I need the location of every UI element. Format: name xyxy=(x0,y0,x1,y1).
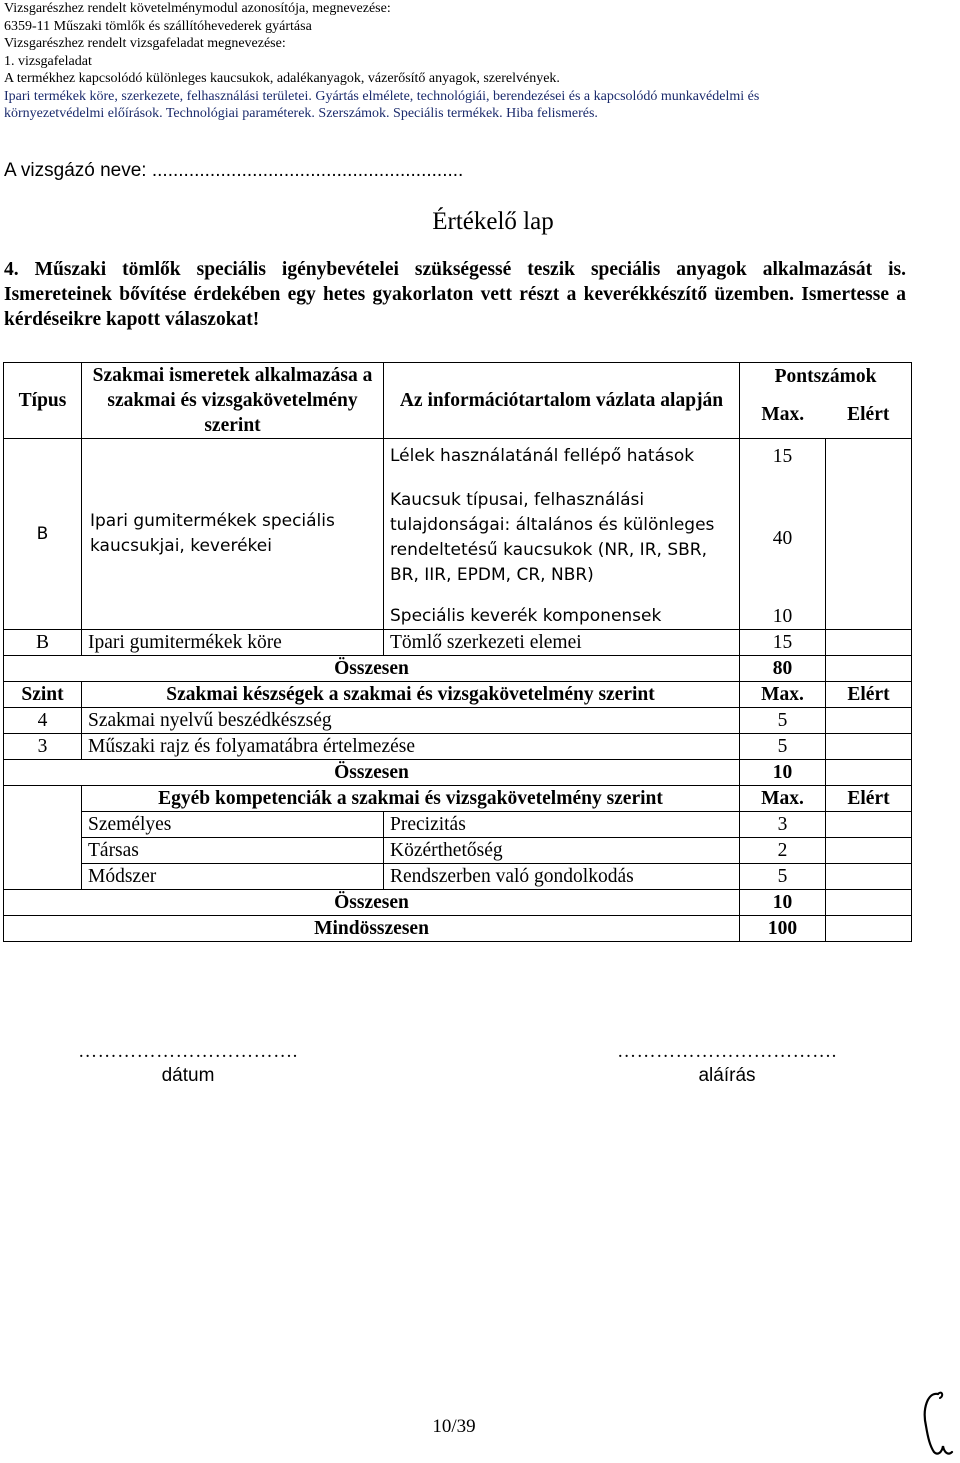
comp-elert xyxy=(826,838,912,864)
comp-max: 2 xyxy=(740,838,826,864)
signature-block xyxy=(597,1040,857,1088)
sum2-label: Összesen xyxy=(4,760,740,786)
date-dots: ……………………………. xyxy=(78,1041,298,1062)
item-elert xyxy=(826,439,912,630)
comp-empty xyxy=(4,864,82,890)
header-pontszamok: Pontszámok xyxy=(740,363,912,391)
skills-head-elert: Elért xyxy=(826,682,912,708)
header-line: Ipari termékek köre, szerkezete, felhasználási területei. Gyártás elmélete, technológiái, berendezései és a kapcsolódó munkavédelmi és xyxy=(4,88,760,104)
header-tipus: Típus xyxy=(4,363,82,439)
comp-category: Társas xyxy=(82,838,384,864)
handwritten-signature xyxy=(916,1386,960,1458)
row2-elert xyxy=(826,630,912,656)
skill-max: 5 xyxy=(740,734,826,760)
sheet-title xyxy=(0,208,910,236)
comp-text: Rendszerben való gondolkodás xyxy=(384,864,740,890)
item-max: 15 xyxy=(740,439,826,474)
skill-level: 3 xyxy=(4,734,82,760)
header-szakmai: Szakmai ismeretek alkalmazása a szakmai és vizsgakövetelmény szerint xyxy=(82,363,384,439)
header-line: környezetvédelmi előírások. Technológiai paraméterek. Szerszámok. Speciális termékek. Hiba felismerés. xyxy=(4,106,598,121)
total-label: Mindösszesen xyxy=(4,916,740,942)
item-max: 40 xyxy=(740,473,826,603)
item-text: Kaucsuk típusai, felhasználási tulajdonságai: általános és különleges rendeltetésű kaucsukok (NR, IR, SBR, BR, IIR, EPDM, CR, NBR) xyxy=(384,473,740,603)
header-max: Max. xyxy=(740,390,826,438)
date-block xyxy=(58,1040,318,1088)
date-label: dátum xyxy=(161,1065,215,1086)
item-text: Speciális keverék komponensek xyxy=(384,603,740,630)
comp-head-max: Max. xyxy=(740,786,826,812)
skills-head-max: Max. xyxy=(740,682,826,708)
sum3-elert xyxy=(826,890,912,916)
evaluation-table xyxy=(3,362,912,942)
header-line: 1. vizsgafeladat xyxy=(4,53,92,69)
sum1-value: 80 xyxy=(740,656,826,682)
comp-max: 5 xyxy=(740,864,826,890)
comp-head-title: Egyéb kompetenciák a szakmai és vizsgakövetelmény szerint xyxy=(82,786,740,812)
header-line: A termékhez kapcsolódó különleges kaucsukok, adalékanyagok, vázerősítő anyagok, szerelvények. xyxy=(4,71,560,86)
sum1-label: Összesen xyxy=(4,656,740,682)
row2-topic: Ipari gumitermékek köre xyxy=(82,630,384,656)
header-line: 6359-11 Műszaki tömlők és szállítóhevederek gyártása xyxy=(4,18,312,34)
header-line: Vizsgarészhez rendelt követelménymodul azonosítója, megnevezése: xyxy=(4,1,391,16)
comp-head-elert: Elért xyxy=(826,786,912,812)
skill-max: 5 xyxy=(740,708,826,734)
skills-head-szint: Szint xyxy=(4,682,82,708)
page-number: 10/39 xyxy=(432,1416,476,1437)
header-elert: Elért xyxy=(826,390,912,438)
row2-type: B xyxy=(4,630,82,656)
skills-head-title: Szakmai készségek a szakmai és vizsgakövetelmény szerint xyxy=(82,682,740,708)
candidate-name-field: A vizsgázó neve: ........................................................... xyxy=(4,160,464,181)
item-text: Lélek használatánál fellépő hatások xyxy=(384,439,740,474)
sum2-value: 10 xyxy=(740,760,826,786)
comp-elert xyxy=(826,864,912,890)
row2-max: 15 xyxy=(740,630,826,656)
skill-elert xyxy=(826,708,912,734)
comp-text: Közérthetőség xyxy=(384,838,740,864)
sum1-elert xyxy=(826,656,912,682)
skill-elert xyxy=(826,734,912,760)
comp-max: 3 xyxy=(740,812,826,838)
comp-category: Módszer xyxy=(82,864,384,890)
header-line: Vizsgarészhez rendelt vizsgafeladat megnevezése: xyxy=(4,36,286,51)
signature-dots: ……………………………. xyxy=(617,1041,837,1062)
sum3-value: 10 xyxy=(740,890,826,916)
group1-type: B xyxy=(4,439,82,630)
skill-text: Műszaki rajz és folyamatábra értelmezése xyxy=(82,734,740,760)
comp-head-empty xyxy=(4,786,82,812)
task-description: 4. Műszaki tömlők speciális igénybevételei szükségessé teszik speciális anyagok alkalmazását is. Ismereteinek bővítése érdekében egy hetes gyakorlaton vett részt a keverékkészítő üzemben. Ismertesse a kérdéseikre kapott válaszokat! xyxy=(4,259,906,330)
item-max: 10 xyxy=(740,603,826,630)
sum3-label: Összesen xyxy=(4,890,740,916)
comp-elert xyxy=(826,812,912,838)
signature-label: aláírás xyxy=(698,1065,756,1086)
skill-text: Szakmai nyelvű beszédkészség xyxy=(82,708,740,734)
total-elert xyxy=(826,916,912,942)
comp-empty xyxy=(4,812,82,838)
sheet-title-text: Értékelő lap xyxy=(432,208,554,235)
document-header xyxy=(4,0,954,123)
comp-category: Személyes xyxy=(82,812,384,838)
comp-text: Precizitás xyxy=(384,812,740,838)
group1-topic: Ipari gumitermékek speciális kaucsukjai, keverékei xyxy=(82,439,384,630)
header-info: Az információtartalom vázlata alapján xyxy=(384,363,740,439)
skill-level: 4 xyxy=(4,708,82,734)
total-value: 100 xyxy=(740,916,826,942)
row2-text: Tömlő szerkezeti elemei xyxy=(384,630,740,656)
sum2-elert xyxy=(826,760,912,786)
comp-empty xyxy=(4,838,82,864)
